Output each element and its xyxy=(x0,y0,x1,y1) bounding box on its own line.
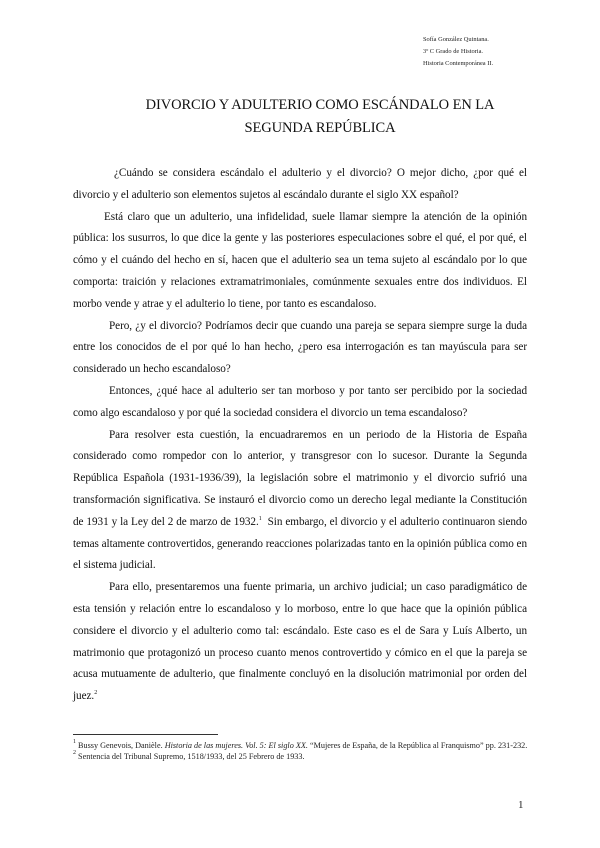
footnote-1-marker: 1 xyxy=(73,739,76,745)
subject-name: Historia Contemporánea II. xyxy=(423,60,494,67)
footnote-1-rest: “Mujeres de España, de la República al Franquismo” pp. 231-232. xyxy=(307,741,528,750)
footnote-2 xyxy=(73,751,531,762)
footnote-1-author: Bussy Genevois, Danièle. xyxy=(76,741,165,750)
footnote-ref-2[interactable]: 2 xyxy=(94,690,98,697)
footnote-ref-1[interactable]: 1 xyxy=(258,515,262,522)
document-body xyxy=(73,163,530,708)
footnote-1 xyxy=(73,740,531,751)
paragraph-5 xyxy=(73,425,530,578)
title-line-1: DIVORCIO Y ADULTERIO COMO ESCÁNDALO EN LA xyxy=(145,97,495,113)
paragraph-5-text-a: Para resolver esta cuestión, la encuadraremos en un periodo de la Historia de España considerado como rompedor con lo anterior, y transgresor con lo sucesor. Durante la Segunda República Española (1931-1936/39), la legislación sobre el matrimonio y el divorcio sufrió una transformación significativa. Se instauró el divorcio como un derecho legal mediante la Constitución de 1931 y la Ley del 2 de marzo de 1932. xyxy=(73,428,527,528)
paragraph-3: Pero, ¿y el divorcio? Podríamos decir que cuando una pareja se separa siempre surge la duda entre los conocidos de el por qué lo han hecho, ¿pero esa interrogación es tan mayúscula para ser considerado un hecho escandaloso? xyxy=(73,319,527,376)
footnote-2-marker: 2 xyxy=(73,750,76,756)
document-header xyxy=(423,34,493,70)
footnote-1-title: Historia de las mujeres. Vol. 5: El siglo XX. xyxy=(164,741,308,750)
document-title xyxy=(120,94,520,140)
paragraph-1: ¿Cuándo se considera escándalo el adulterio y el divorcio? O mejor dicho, ¿por qué el divorcio y el adulterio son elementos sujetos al escándalo durante el siglo XX español? xyxy=(73,167,527,201)
course-name: 3º C Grado de Historia. xyxy=(423,48,484,55)
title-line-2: SEGUNDA REPÚBLICA xyxy=(244,120,396,136)
page-number: 1 xyxy=(518,799,524,811)
author-name: Sofía González Quintana. xyxy=(423,36,489,43)
footnote-divider xyxy=(73,734,218,735)
paragraph-4: Entonces, ¿qué hace al adulterio ser tan morboso y por tanto ser percibido por la sociedad como algo escandaloso y por qué la sociedad considera el divorcio un tema escandaloso? xyxy=(73,384,527,419)
paragraph-6 xyxy=(73,577,527,708)
footnotes xyxy=(73,740,531,762)
paragraph-6-text: Para ello, presentaremos una fuente primaria, un archivo judicial; un caso paradigmático de esta tensión y relación entre lo escandaloso y lo morboso, entre lo que hace que la opinión pública considere el divorcio y el adulterio como tal: escándalo. Este caso es el de Sara y Luís Alberto, un matrimonio que protagonizó un proceso cuanto menos controvertido y cómico en el que la pareja se acusa mutuamente de adulterio, que finalmente concluyó en la disolución matrimonial por orden del juez. xyxy=(73,581,527,703)
paragraph-2: Está claro que un adulterio, una infidelidad, suele llamar siempre la atención de la opinión pública: los susurros, lo que dice la gente y las posteriores especulaciones sobre el qué, el por qué, el cómo y el cuándo del hecho en sí, hacen que el adulterio sea un tema sujeto al escándalo por lo que comporta: traición y relaciones extramatrimoniales, comúnmente sexuales entre dos individuos. El morbo vende y atrae y el adulterio lo tiene, por tanto es escandaloso. xyxy=(73,210,527,310)
footnote-2-text: Sentencia del Tribunal Supremo, 1518/1933, del 25 Febrero de 1933. xyxy=(76,752,305,761)
paragraph-5-text-b: Sin embargo, el divorcio y el adulterio continuaron siendo temas altamente controvertidos, generando reacciones polarizadas tanto en la opinión pública como en el sistema judicial. xyxy=(73,515,530,572)
